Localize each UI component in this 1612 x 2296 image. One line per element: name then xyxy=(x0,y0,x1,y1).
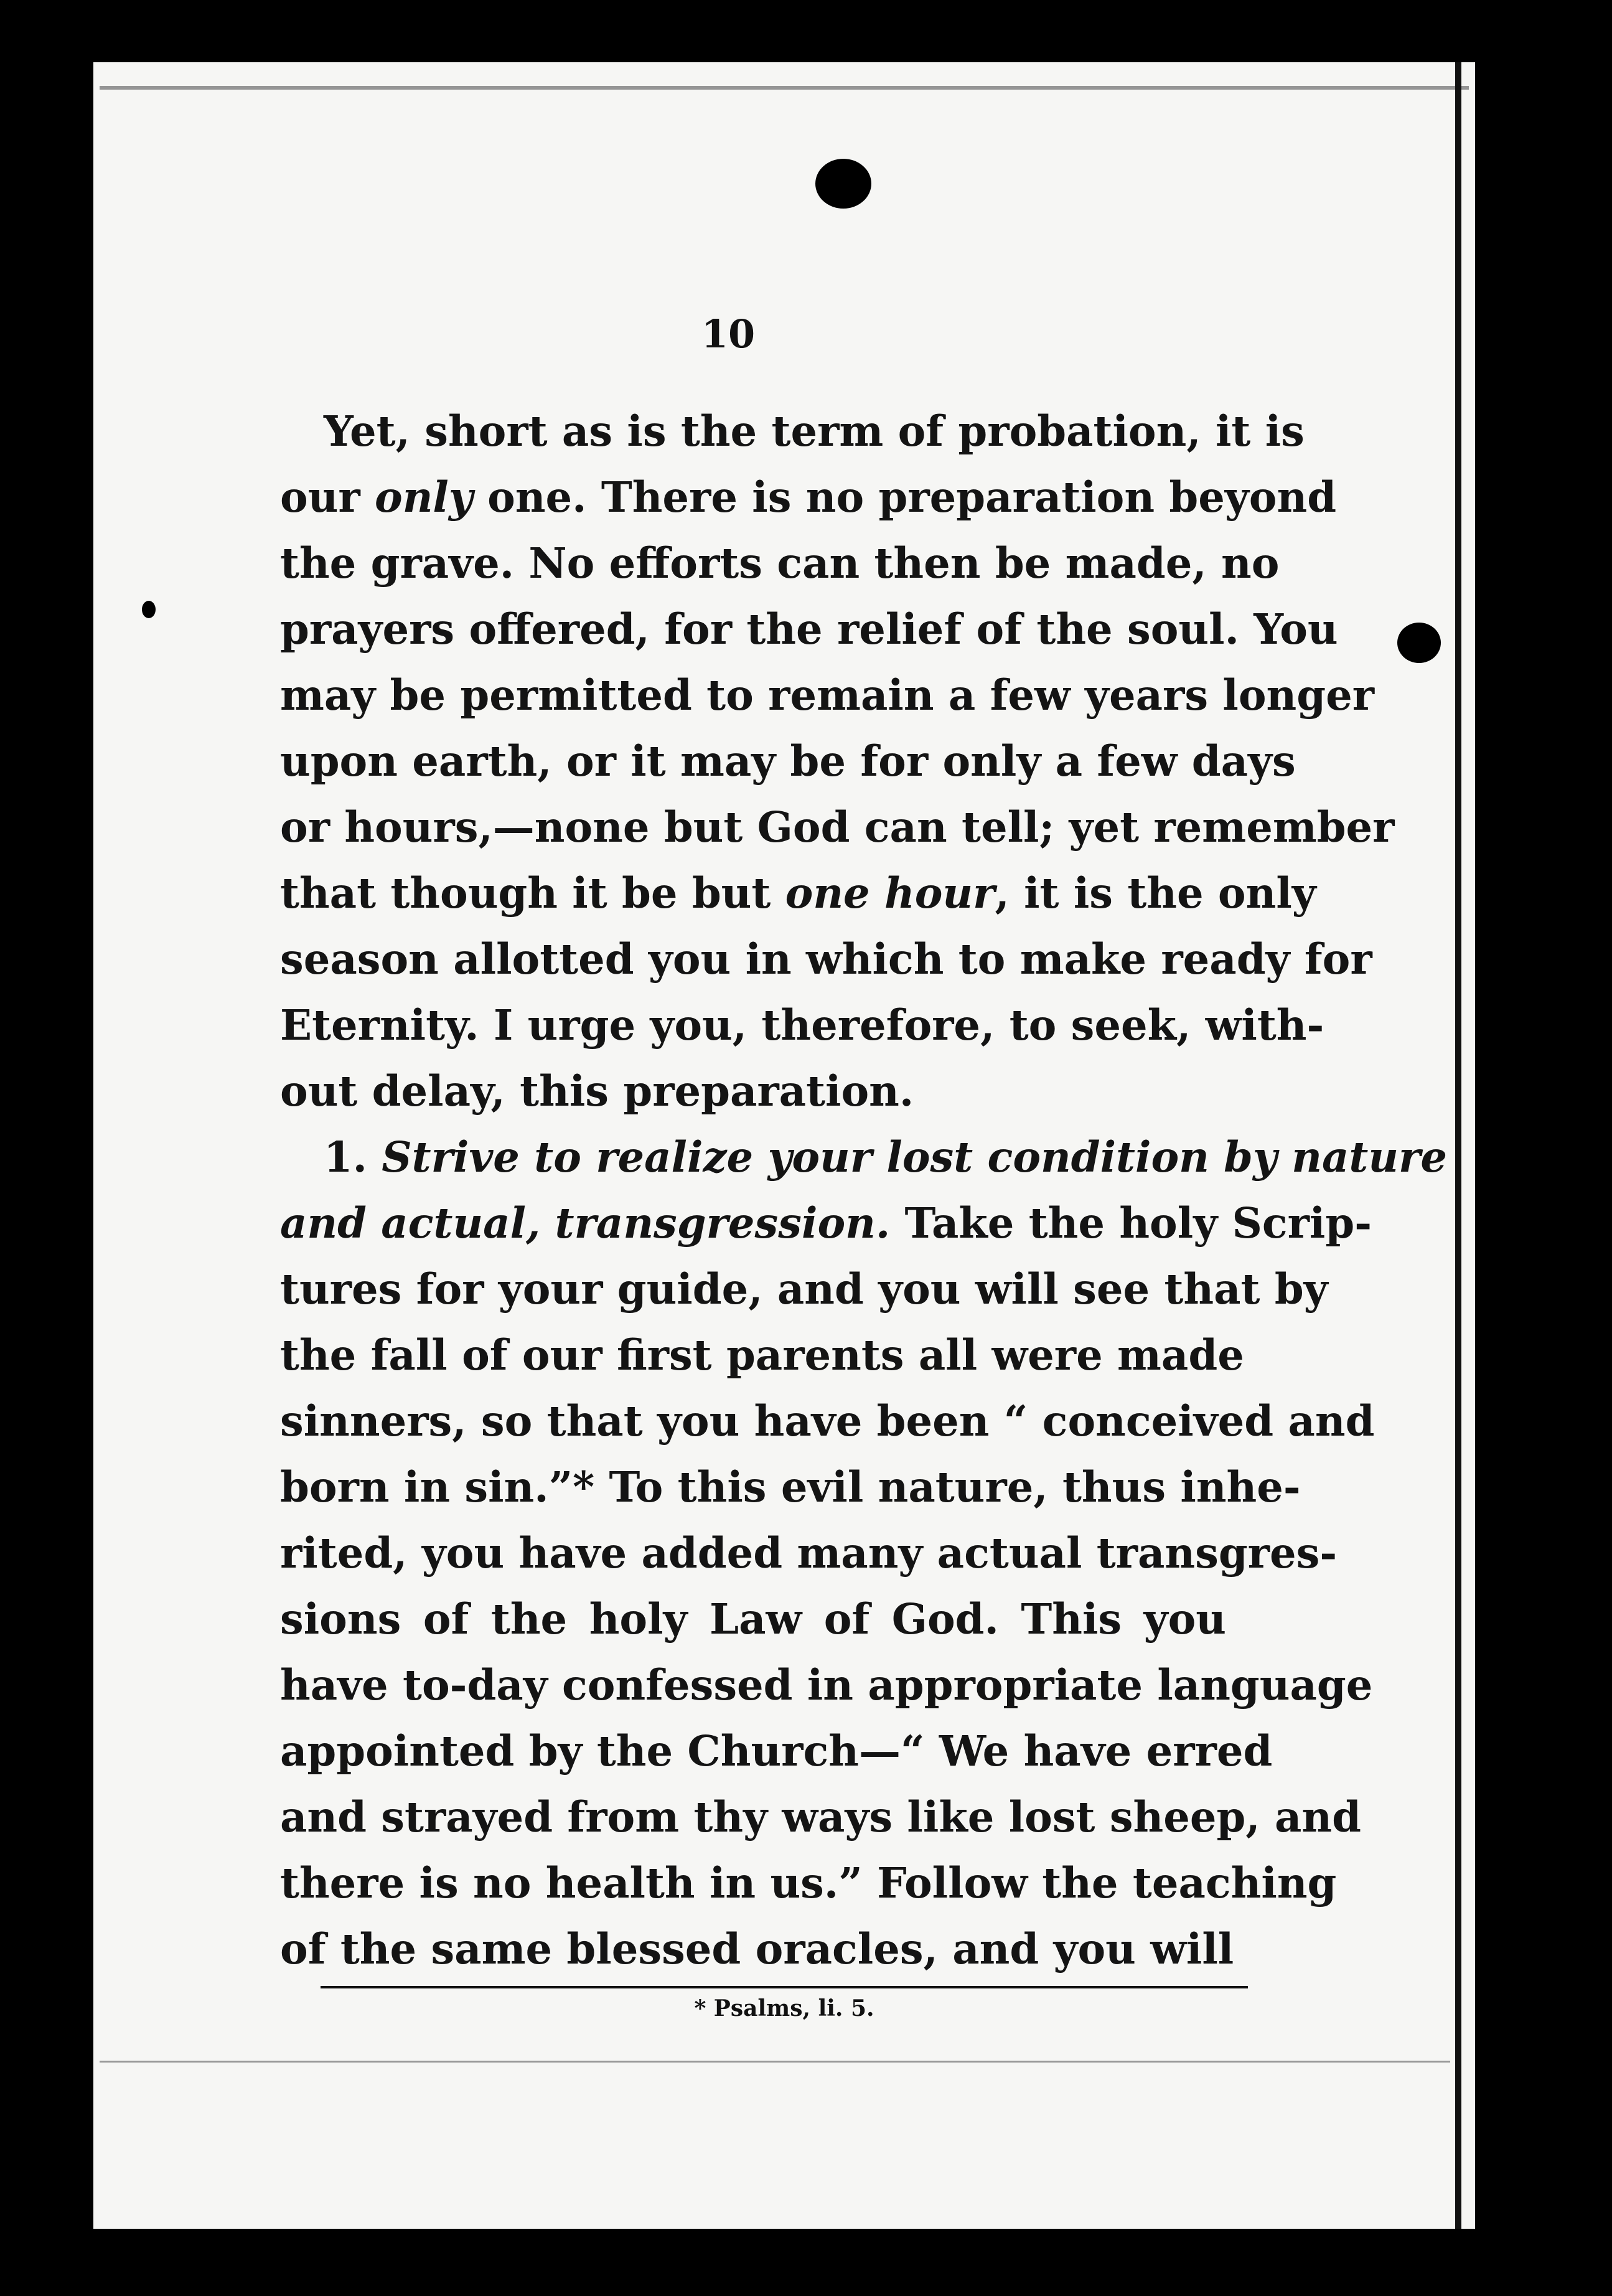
scan-border-right xyxy=(1475,0,1612,2296)
page-number: 10 xyxy=(701,311,756,357)
text-line: and actual, transgression. Take the holy Scrip- xyxy=(280,1198,1372,1248)
text-line: upon earth, or it may be for only a few days xyxy=(280,736,1296,786)
text-line: rited, you have added many actual transgres- xyxy=(280,1528,1338,1578)
scan-border-bottom xyxy=(0,2229,1612,2296)
text-line: born in sin.”* To this evil nature, thus inhe- xyxy=(280,1462,1301,1512)
footnote: * Psalms, li. 5. xyxy=(694,1995,874,2021)
body-text xyxy=(280,398,1447,1982)
text-line: may be permitted to remain a few years longer xyxy=(280,670,1374,720)
text-line: our only one. There is no preparation beyond xyxy=(280,473,1337,522)
text-line: appointed by the Church—“ We have erred xyxy=(280,1726,1273,1776)
text-line: Eternity. I urge you, therefore, to seek, with- xyxy=(280,1000,1324,1050)
ink-spot xyxy=(142,601,156,618)
text-line: of the same blessed oracles, and you will xyxy=(280,1924,1234,1974)
page-top-edge xyxy=(100,86,1469,90)
text-line: that though it be but one hour, it is the only xyxy=(280,868,1316,918)
scan-border-top xyxy=(0,0,1612,62)
text-line: out delay, this preparation. xyxy=(280,1066,914,1116)
text-line: or hours,—none but God can tell; yet remember xyxy=(280,802,1395,852)
text-line: tures for your guide, and you will see that by xyxy=(280,1264,1328,1314)
page-binding-edge xyxy=(1455,62,1461,2229)
text-line: and strayed from thy ways like lost sheep, and xyxy=(280,1792,1361,1842)
text-line: 1. Strive to realize your lost condition by nature xyxy=(324,1132,1447,1182)
text-line: sions of the holy Law of God. This you xyxy=(280,1594,1226,1644)
text-line: Yet, short as is the term of probation, it is xyxy=(324,407,1305,456)
text-line: the fall of our first parents all were made xyxy=(280,1330,1244,1380)
ink-blot xyxy=(815,159,871,209)
page-bottom-edge xyxy=(100,2061,1450,2063)
text-line: sinners, so that you have been “ conceived and xyxy=(280,1396,1375,1446)
text-line: there is no health in us.” Follow the teaching xyxy=(280,1858,1337,1908)
text-line: have to-day confessed in appropriate language xyxy=(280,1660,1373,1710)
text-line: prayers offered, for the relief of the soul. You xyxy=(280,605,1338,654)
text-line: season allotted you in which to make ready for xyxy=(280,934,1372,984)
footnote-divider xyxy=(321,1986,1248,1988)
scan-border-left xyxy=(0,0,93,2296)
text-line: the grave. No efforts can then be made, no xyxy=(280,539,1280,588)
ink-blot xyxy=(1397,623,1441,663)
